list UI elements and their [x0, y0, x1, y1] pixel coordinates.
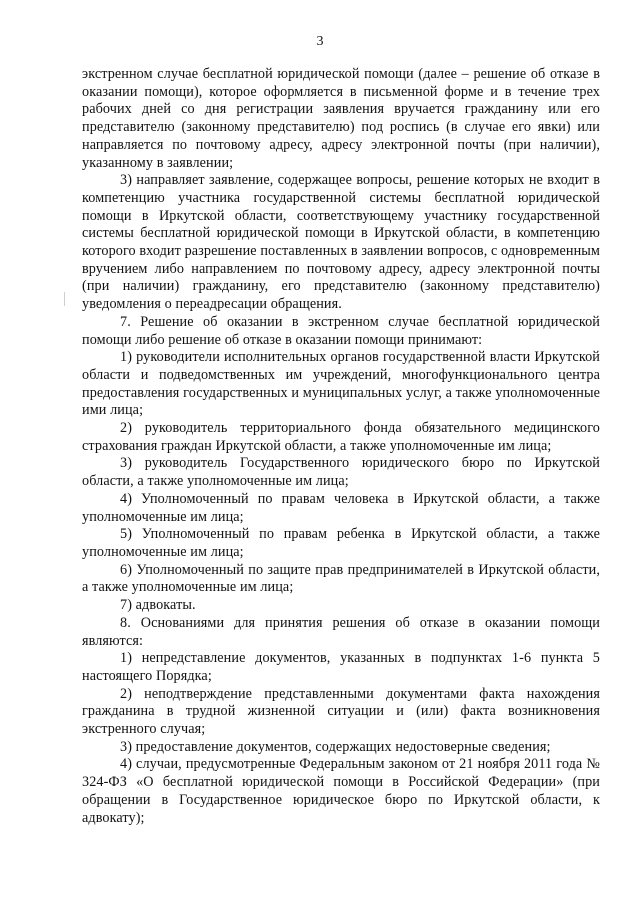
paragraph-continuation: экстренном случае бесплатной юридической помощи (далее – решение об отказе в оказании помощи), которое оформляется в письменной форме и в течение трех рабочих дней со дня регистрации заявления вручается гражданину или его представителю (законному представителю) под роспись (в случае его явки) или направляется по почтовому адресу, адресу электронной почты (при наличии), указанному в заявлении;: [82, 66, 600, 171]
list-item-8-2: 2) неподтверждение представленными документами факта нахождения гражданина в трудной жизненной ситуации и (или) факта возникновения экстренного случая;: [82, 685, 600, 738]
scan-artifact: [64, 292, 65, 306]
list-item-7-6: 6) Уполномоченный по защите прав предпринимателей в Иркутской области, а также уполномоченные им лица;: [82, 561, 600, 596]
list-item-7-4: 4) Уполномоченный по правам человека в Иркутской области, а также уполномоченные им лица;: [82, 490, 600, 525]
list-item-8-1: 1) непредставление документов, указанных в подпунктах 1-6 пункта 5 настоящего Порядка;: [82, 650, 600, 684]
paragraph-7-decision-makers: 7. Решение об оказании в экстренном случае бесплатной юридической помощи либо решение об отказе в оказании помощи принимают:: [82, 313, 600, 348]
list-item-7-7: 7) адвокаты.: [120, 597, 196, 614]
list-item-7-3: 3) руководитель Государственного юридического бюро по Иркутской области, а также уполномоченные им лица;: [82, 455, 600, 490]
list-item-7-1: 1) руководители исполнительных органов государственной власти Иркутской области и подведомственных им учреждений, многофункционального центра предоставления государственных и муниципальных услуг, а также уполномоченные ими лица;: [82, 349, 600, 419]
paragraph-8-refusal-grounds: 8. Основаниями для принятия решения об отказе в оказании помощи являются:: [82, 614, 600, 649]
list-item-7-5: 5) Уполномоченный по правам ребенка в Иркутской области, а также уполномоченные им лица;: [82, 526, 600, 560]
paragraph-item-3-redirect: 3) направляет заявление, содержащее вопросы, решение которых не входит в компетенцию участника государственной системы бесплатной юридической помощи в Иркутской области, соответствующему участнику государственной системы бесплатной юридической помощи в Иркутской области, в компетенцию которого входит разрешение поставленных в заявлении вопросов, с одновременным вручением либо направлением по почтовому адресу, адресу электронной почты (при наличии) гражданину, его представителю (законному представителю) уведомления о переадресации обращения.: [82, 172, 600, 313]
list-item-7-2: 2) руководитель территориального фонда обязательного медицинского страхования граждан Иркутской области, а также уполномоченные им лица;: [82, 420, 600, 454]
list-item-8-3: 3) предоставление документов, содержащих недостоверные сведения;: [120, 738, 551, 755]
page-number: 3: [316, 34, 324, 49]
list-item-8-4: 4) случаи, предусмотренные Федеральным законом от 21 ноября 2011 года № 324-ФЗ «О бесплатной юридической помощи в Российской Федерации» (при обращении в Государственное юридическое бюро по Иркутской области, к адвокату);: [82, 756, 600, 826]
document-body: [82, 66, 600, 827]
